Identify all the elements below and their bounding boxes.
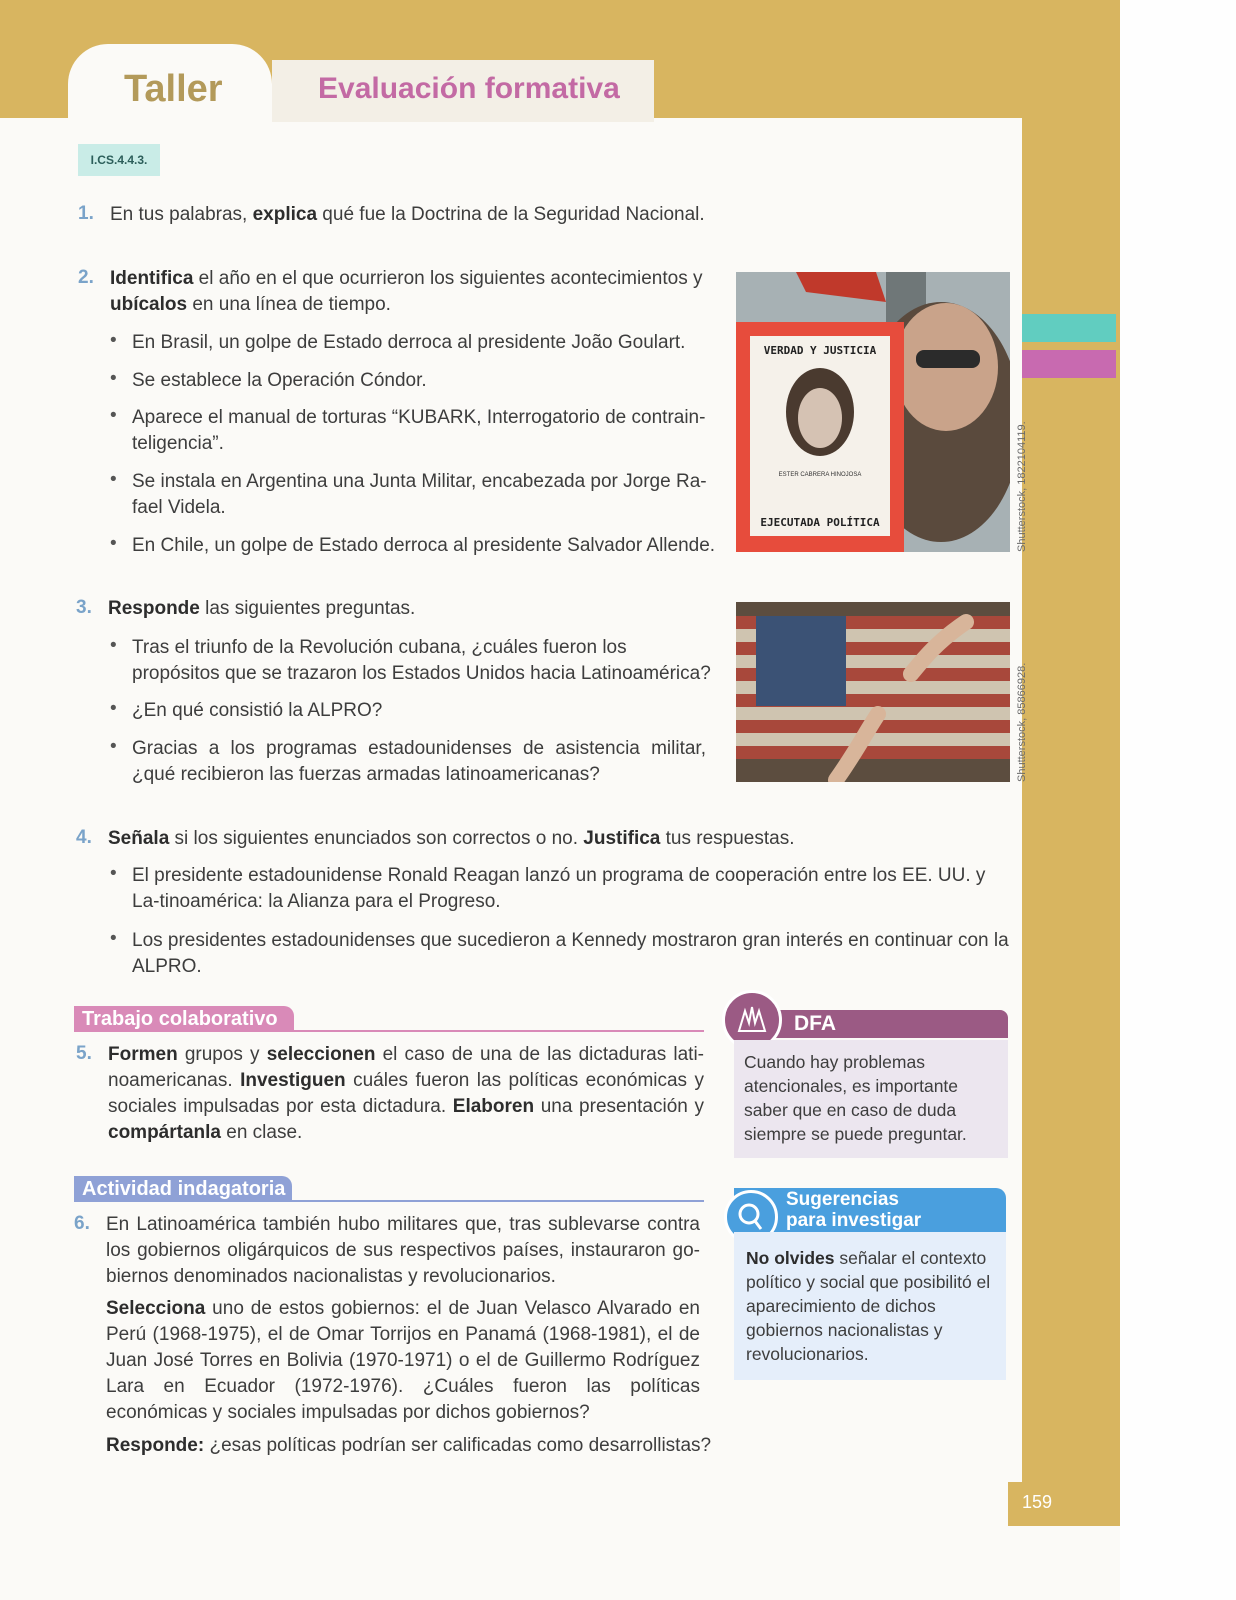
sugerencias-text: No olvides señalar el contexto político y social que posibilitó el aparecimiento de dichos gobiernos nacionalistas y revolucionarios. (746, 1248, 991, 1364)
q4-item: Los presidentes estadounidenses que sucedieron a Kennedy mostraron gran interés en continuar con la ALPRO. (132, 930, 1009, 977)
section-indag-rule (292, 1200, 704, 1202)
q1-text: En tus palabras, explica qué fue la Doctrina de la Seguridad Nacional. (110, 204, 705, 225)
q2-item: Se establece la Operación Cóndor. (132, 370, 427, 391)
q3-number: 3. (76, 597, 92, 618)
decor-teal-bar (1022, 314, 1116, 342)
page-number: 159 (1022, 1492, 1053, 1512)
q3-item: ¿En qué consistió la ALPRO? (132, 700, 383, 721)
q2-number: 2. (78, 267, 94, 288)
q5-number: 5. (76, 1043, 92, 1064)
flag-hands-art (736, 602, 1010, 782)
q2-text: Identifica el año en el que ocurrieron los siguientes acontecimientos y ubícalos en una línea de tiempo. (110, 268, 703, 315)
protest-photo-art (736, 272, 1010, 552)
q6-paragraph-3: Responde: ¿esas políticas podrían ser calificadas como desarrollistas? (106, 1435, 712, 1456)
sign-footer: EJECUTADA POLÍTICA (760, 516, 880, 529)
protest-photo (736, 272, 1010, 552)
dfa-title: DFA (794, 1012, 836, 1035)
section-indag-heading: Actividad indagatoria (74, 1176, 292, 1202)
q1-number: 1. (78, 203, 94, 224)
tab-evaluacion-label: Evaluación formativa (318, 72, 620, 105)
curriculum-code-badge: I.CS.4.4.3. (78, 144, 160, 176)
section-collab-rule (294, 1030, 704, 1032)
q6-number: 6. (74, 1213, 90, 1234)
q6-paragraph-1: En Latinoamérica también hubo militares que, tras sublevarse contra los gobiernos oligárquicos de sus respectivos países, instauraron go-biernos denominados nacionalistas y revolucionarios. (106, 1214, 700, 1287)
section-collab-heading: Trabajo colaborativo (74, 1006, 294, 1032)
photo1-credit: Shutterstock, 1822104119. (1016, 421, 1028, 552)
sign-title: VERDAD Y JUSTICIA (763, 344, 877, 357)
decor-pink-bar (1022, 350, 1116, 378)
sugerencias-title: Sugerencias para investigar (786, 1189, 922, 1231)
page-number-tab (1008, 1482, 1120, 1526)
q3-item: Tras el triunfo de la Revolución cubana, ¿cuáles fueron los propósitos que se trazaron los Estados Unidos hacia Latinoamérica? (132, 637, 711, 684)
page-margin (1120, 0, 1236, 1600)
q6-paragraph-2: Selecciona uno de estos gobiernos: el de Juan Velasco Alvarado en Perú (1968-1975), el de Omar Torrijos en Panamá (1968-1981), el de Juan José Torres en Bolivia (1970-1971) o el de Guillermo Rodríguez Lara en Ecuador (1972-1976). ¿Cuáles fueron las políticas económicas y sociales impulsadas por dichos gobiernos? (106, 1298, 700, 1423)
page-bottom (0, 1518, 1120, 1600)
dfa-text: Cuando hay problemas atencionales, es importante saber que en caso de duda siempre se puede preguntar. (744, 1052, 967, 1144)
tab-taller-label: Taller (124, 68, 223, 110)
q4-item: El presidente estadounidense Ronald Reagan lanzó un programa de cooperación entre los EE. UU. y La-tinoamérica: la Alianza para el Progreso. (132, 865, 986, 912)
tab-taller (68, 44, 272, 124)
sign-name: ESTER CABRERA HINOJOSA (778, 472, 862, 478)
q4-text: Señala si los siguientes enunciados son correctos o no. Justifica tus respuestas. (108, 828, 795, 849)
tab-evaluacion (272, 60, 654, 122)
q5-text: Formen grupos y seleccionen el caso de una de las dictaduras lati-noamericanas. Investiguen cuáles fueron las políticas económicas y sociales impulsadas por esta dictadura. Elaboren una presentación y compártanla en clase. (108, 1044, 705, 1143)
q3-item: Gracias a los programas estadounidenses de asistencia militar, ¿qué recibieron las fuerzas armadas latinoamericanas? (132, 738, 706, 785)
q2-item: En Brasil, un golpe de Estado derroca al presidente João Goulart. (132, 332, 686, 353)
q2-item: En Chile, un golpe de Estado derroca al presidente Salvador Allende. (132, 535, 716, 556)
flag-hands-photo (736, 602, 1010, 782)
photo2-credit: Shutterstock, 85866928. (1016, 662, 1028, 782)
q2-item: Aparece el manual de torturas “KUBARK, Interrogatorio de contrain-teligencia”. (132, 407, 706, 454)
q2-item: Se instala en Argentina una Junta Militar, encabezada por Jorge Ra-fael Videla. (132, 471, 707, 518)
q3-text: Responde las siguientes preguntas. (108, 598, 416, 619)
q4-number: 4. (76, 827, 92, 848)
